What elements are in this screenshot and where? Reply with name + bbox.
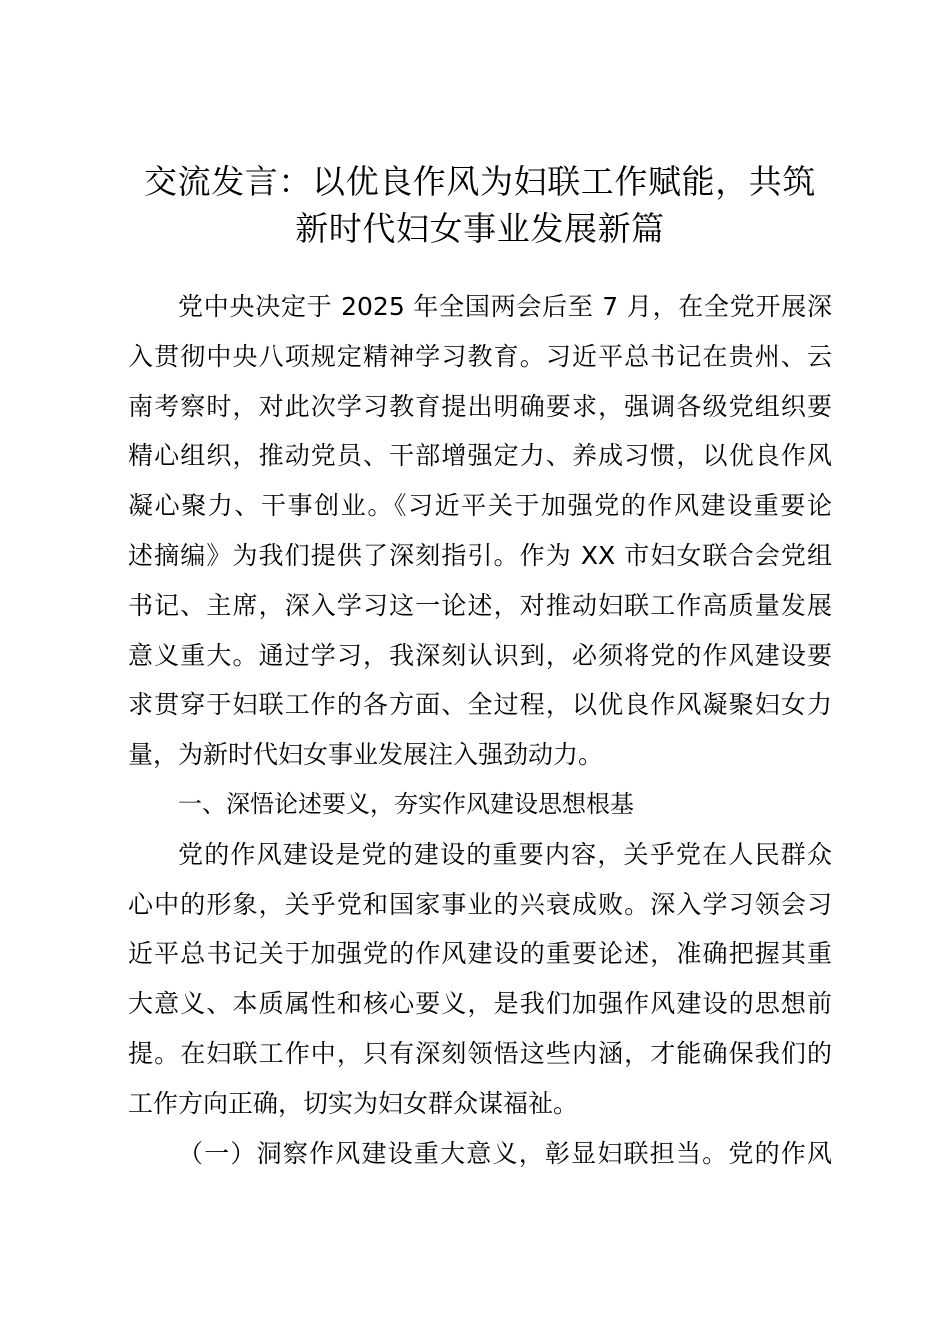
text-line: 心中的形象，关乎党和国家事业的兴衰成败。深入学习领会习	[128, 889, 832, 919]
text-line: 入贯彻中央八项规定精神学习教育。习近平总书记在贵州、云	[128, 341, 832, 371]
title-line-1: 交流发言：以优良作风为妇联工作赋能，共筑	[144, 162, 816, 201]
title-line-2: 新时代妇女事业发展新篇	[295, 209, 665, 248]
text-line: 大意义、本质属性和核心要义，是我们加强作风建设的思想前	[128, 989, 832, 1019]
text-line: （一）洞察作风建设重大意义，彰显妇联担当。党的作风	[178, 1138, 832, 1168]
text-line: 意义重大。通过学习，我深刻认识到，必须将党的作风建设要	[128, 640, 832, 670]
text-line: 凝心聚力、干事创业。《习近平关于加强党的作风建设重要论	[128, 491, 832, 521]
document-body	[128, 282, 832, 1178]
text-line: 精心组织，推动党员、干部增强定力、养成习惯，以优良作风	[128, 441, 832, 471]
text-line: 求贯穿于妇联工作的各方面、全过程，以优良作风凝聚妇女力	[128, 690, 832, 720]
text-line: 工作方向正确，切实为妇女群众谋福祉。	[128, 1088, 579, 1118]
paragraph-section-1	[128, 830, 832, 1129]
text-line: 量，为新时代妇女事业发展注入强劲动力。	[128, 740, 604, 770]
text-line: 述摘编》为我们提供了深刻指引。作为 XX 市妇女联合会党组	[128, 540, 832, 570]
section-heading-1: 一、深悟论述要义，夯实作风建设思想根基	[178, 789, 634, 818]
text-line: 书记、主席，深入学习这一论述，对推动妇联工作高质量发展	[128, 590, 832, 620]
text-line: 提。在妇联工作中，只有深刻领悟这些内涵，才能确保我们的	[128, 1038, 832, 1068]
text-line: 南考察时，对此次学习教育提出明确要求，强调各级党组织要	[128, 391, 832, 421]
text-line: 近平总书记关于加强党的作风建设的重要论述，准确把握其重	[128, 939, 832, 969]
text-line: 党中央决定于 2025 年全国两会后至 7 月，在全党开展深	[178, 292, 832, 321]
paragraph-subsection-1	[128, 1129, 832, 1179]
document-title	[128, 158, 832, 252]
text-line: 党的作风建设是党的建设的重要内容，关乎党在人民群众	[178, 839, 832, 869]
paragraph-intro	[128, 282, 832, 780]
